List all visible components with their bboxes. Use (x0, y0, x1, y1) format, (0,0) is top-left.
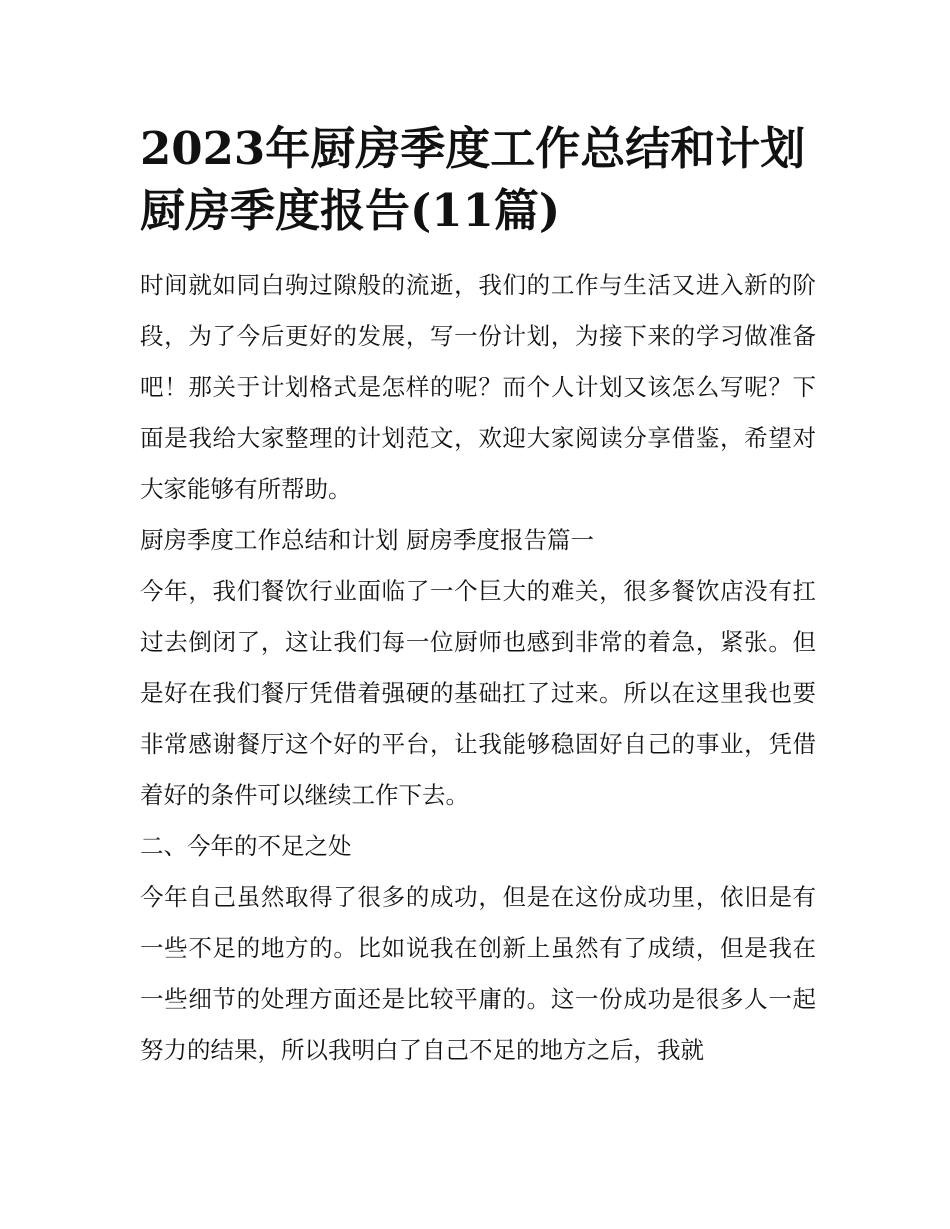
document-body (140, 118, 816, 1076)
section-heading: 厨房季度工作总结和计划 厨房季度报告篇一 (140, 526, 594, 554)
document-title: 2023年厨房季度工作总结和计划 厨房季度报告(11篇) (140, 122, 806, 237)
intro-paragraph: 时间就如同白驹过隙般的流逝，我们的工作与生活又进入新的阶段，为了今后更好的发展，写一份计划，为接下来的学习做准备吧！那关于计划格式是怎样的呢？而个人计划又该怎么写呢？下面是我给大家整理的计划范文，欢迎大家阅读分享借鉴，希望对大家能够有所帮助。 (140, 271, 816, 503)
body-paragraph: 今年自己虽然取得了很多的成功，但是在这份成功里，依旧是有一些不足的地方的。比如说我在创新上虽然有了成绩，但是我在一些细节的处理方面还是比较平庸的。这一份成功是很多人一起努力的结果，所以我明白了自己不足的地方之后，我就 (140, 883, 816, 1064)
subheading-shortcomings: 二、今年的不足之处 (140, 832, 352, 860)
body-paragraph: 今年，我们餐饮行业面临了一个巨大的难关，很多餐饮店没有扛过去倒闭了，这让我们每一位厨师也感到非常的着急，紧张。但是好在我们餐厅凭借着强硬的基础扛了过来。所以在这里我也要非常感谢餐厅这个好的平台，让我能够稳固好自己的事业，凭借着好的条件可以继续工作下去。 (140, 577, 816, 809)
